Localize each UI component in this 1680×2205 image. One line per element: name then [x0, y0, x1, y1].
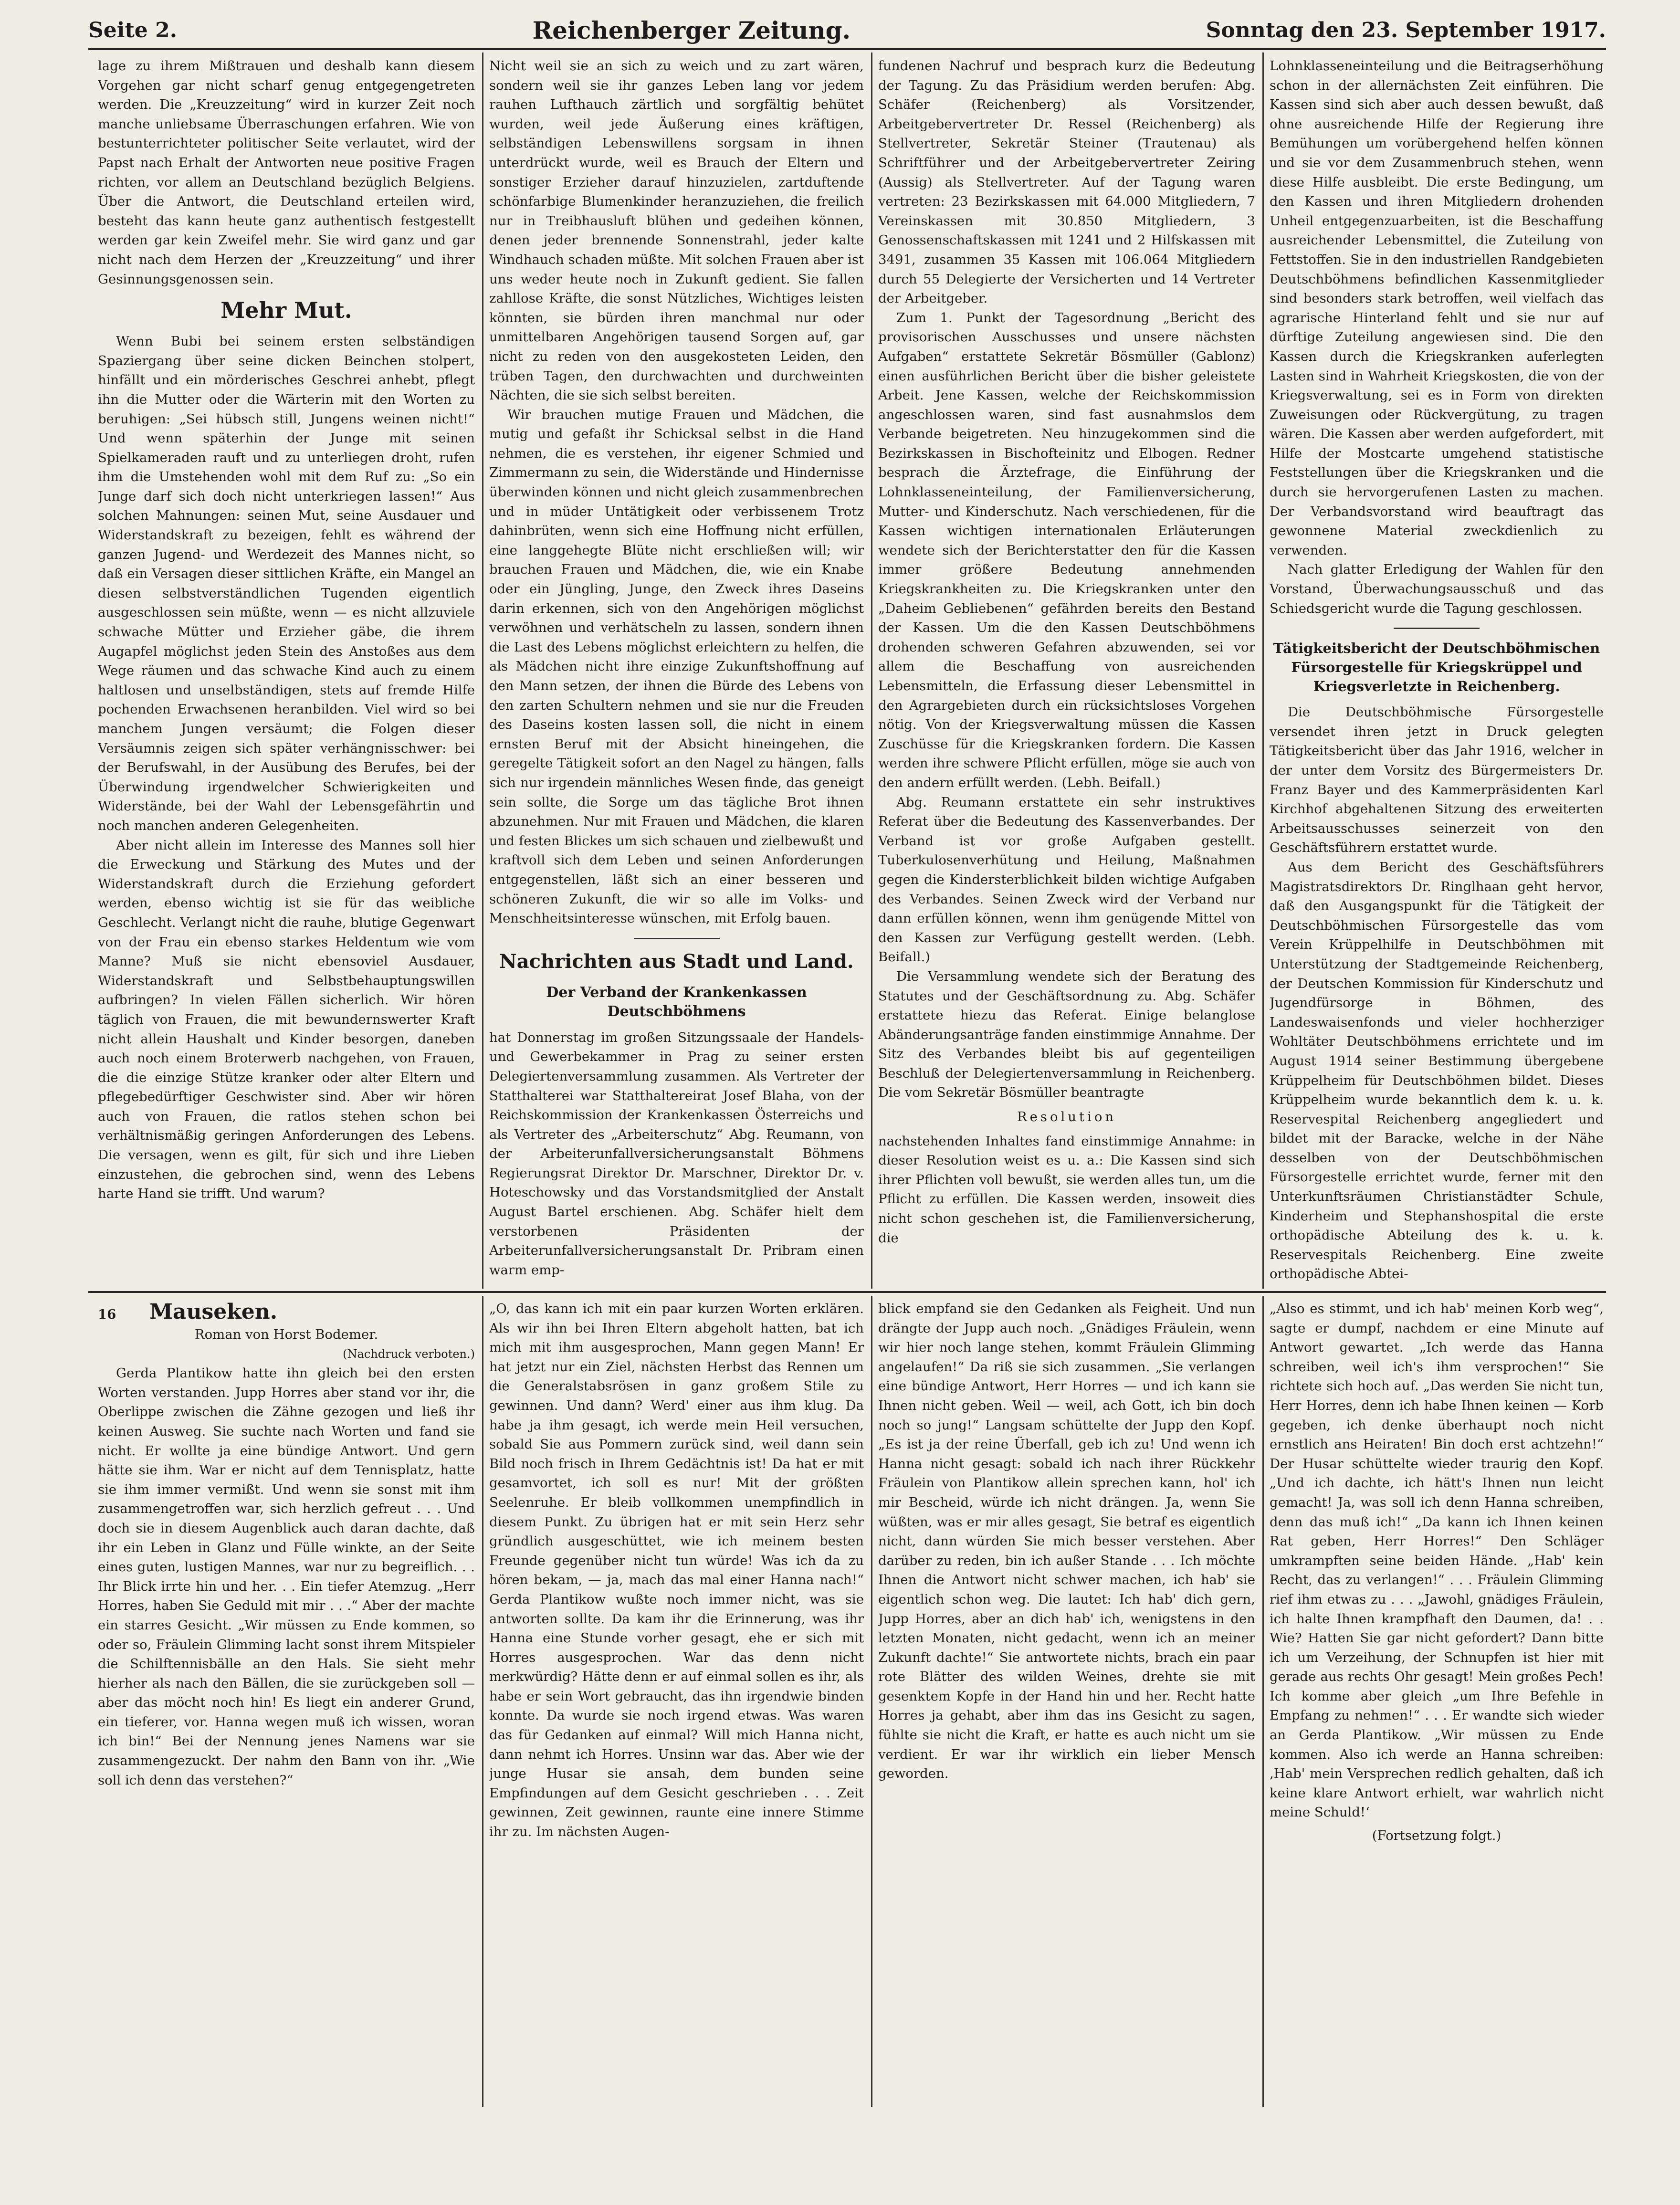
newspaper-title: Reichenberger Zeitung.	[532, 16, 851, 44]
column-2	[489, 56, 864, 1288]
reprint-notice: (Nachdruck verboten.)	[343, 1347, 475, 1361]
novel-header	[98, 1299, 475, 1325]
article-paragraph: Nach glatter Erledigung der Wahlen für den Vorstand, Überwachungsausschuß und das Schiedsgericht wurde die Tagung geschlossen.	[1270, 562, 1604, 616]
column-divider	[871, 52, 872, 1289]
novel-text: blick empfand sie den Gedanken als Feigheit. Und nun drängte der Jupp auch noch. „Gnädiges Fräulein, wenn wir hier noch lange stehen, kommt Fräulein Glimming angelaufen!“ Da riß sie sich zusammen. „Sie verlangen eine bündige Antwort, Herr Horres — und ich kann sie Ihnen nicht geben. Weil — weil, ach Gott, ich bin doch noch so jung!“ Langsam schüttelte der Jupp den Kopf. „Es ist ja der reine Überfall, geb ich zu! Und wenn ich Hanna nicht gesagt: sobald ich nach ihrer Rückkehr Fräulein von Plantikow allein sprechen kann, hol' ich mir Bescheid, würde ich nicht drängen. Ja, wenn Sie wüßten, was er mir alles gesagt, Sie betraf es eigentlich nicht, dann würden Sie mich besser verstehen. Aber darüber zu reden, bin ich außer Stande . . . Ich möchte Ihnen die Antwort nicht schwer machen, ich hab' sie eigentlich schon weg. Die lautet: Ich hab' dich gern, Jupp Horres, aber an dich hab' ich, wenigstens in den letzten Monaten, nicht gedacht, wenn ich an meiner Zukunft dachte!“ Sie antwortete nichts, brach ein paar rote Blätter des wilden Weines, drehte sie mit gesenktem Kopfe in der Hand hin und her. Recht hatte Horres ja gehabt, aber ihm das ins Gesicht zu sagen, fühlte sie nicht die Kraft, er hatte es auch nicht um sie verdient. Er war ihr wirklich ein lieber Mensch geworden.	[878, 1301, 1255, 1782]
headline-krankenkassen: Der Verband der Krankenkassen Deutschböhmens	[546, 984, 807, 1020]
column-3	[878, 56, 1255, 1288]
article-paragraph: Wenn Bubi bei seinem ersten selbständigen Spaziergang über seine dicken Beinchen stolpert, hinfällt und ein mörderisches Geschrei anhebt, pflegt ihn die Mutter oder die Wärterin mit den Worten zu beruhigen: „Sei hübsch still, Jungens weinen nicht!“ Und wenn späterhin der Junge mit seinen Spielkameraden rauft und zu unterliegen droht, rufen ihm die Umstehenden wohl mit dem Ruf zu: „So ein Junge darf sich doch nicht unterkriegen lassen!“ Aus solchen Mahnungen: seinen Mut, seine Ausdauer und Widerstandskraft zu bezeigen, fehlt es während der ganzen Jugend- und Werdezeit des Mannes nicht, so daß ein Versagen dieser sittlichen Kräfte, ein Mangel an diesen selbstverständlichen Tugenden eigentlich ausgeschlossen sein müßte, wenn — es nicht allzuviele schwache Mütter und Erzieher gäbe, die ihrem Augapfel möglichst jeden Stein des Anstoßes aus dem Wege räumen und das schwache Kind auch zu einem haltlosen und unselbständigen, stets auf fremde Hilfe pochenden Erwachsenen heranbilden. Viel wird so bei manchem Jungen versäumt; die Folgen dieser Versäumnis zeigen sich später verhängnisschwer: bei der Berufswahl, in der Ausübung des Berufes, bei der Überwindung irgendwelcher Schwierigkeiten und Widerstände, bei der Wahl der Lebensgefährtin und noch manchen anderen Gelegenheiten.	[98, 334, 475, 833]
novel-column-4	[1270, 1299, 1604, 2106]
masthead-rule	[88, 48, 1606, 50]
column-1	[98, 56, 475, 1288]
article-paragraph: Wir brauchen mutige Frauen und Mädchen, die mutig und gefaßt ihr Schicksal selbst in die Hand nehmen, die es verstehen, ihr eigener Schmied und Zimmermann zu sein, die Widerstände und Hindernisse überwinden können und nicht gleich zusammenbrechen und in müder Untätigkeit oder verbissenem Trotz dahinbrüten, wenn sich eine Hoffnung nicht erfüllen, eine langgehegte Blüte nicht erschließen will; wir brauchen Frauen und Mädchen, die, wie ein Knabe oder ein Jüngling, Junge, den Zweck ihres Daseins darin erkennen, sich von den Angehörigen möglichst verwöhnen und verhätscheln zu lassen, sondern ihnen die Last des Lebens möglichst erleichtern zu helfen, die als Mädchen nicht ihre einzige Zukunftshoffnung auf den Mann setzen, der ihnen die Bürde des Lebens von den zarten Schultern nehmen und sie nur die Freuden des Daseins kosten lassen soll, die nicht in einem ernsten Beruf mit der Absicht hineingehen, die geregelte Tätigkeit sofort an den Nagel zu hängen, falls sich nur irgendein männliches Wesen finde, das geneigt sein sollte, die Sorge um das tägliche Brot ihnen abzunehmen. Nur mit Frauen und Mädchen, die klaren und festen Blickes um sich schauen und zielbewußt und kraftvoll sich dem Leben und seinen Anforderungen entgegenstellen, läßt sich an einer besseren und schöneren Zukunft, die wir so alle im Volks- und Menschheitsinteresse wünschen, mit Erfolg bauen.	[489, 407, 864, 926]
article-paragraph: Abg. Reumann erstattete ein sehr instruktives Referat über die Bedeutung des Kassenverbandes. Der Verband ist vor große Aufgaben gestellt. Tuberkulosenverhütung und Heilung, Maßnahmen gegen die Kindersterblichkeit bilden wichtige Aufgaben des Verbandes. Seinen Zweck wird der Verband nur dann erfüllen können, wenn ihm genügende Mittel von den Kassen zur Verfügung gestellt werden. (Lebh. Beifall.)	[878, 794, 1255, 965]
article-continuation: Nicht weil sie an sich zu weich und zu zart wären, sondern weil sie ihr ganzes Leben lang vor jedem rauhen Lufthauch zärtlich und sorgfältig behütet wurden, weil jede Äußerung eines kräftigen, selbständigen Lebenswillens sorgsam in ihnen unterdrückt wurde, weil es Brauch der Eltern und sonstiger Erzieher darauf hinzuzielen, zartduftende schönfarbige Blumenkinder heranzuziehen, die freilich nur in Treibhausluft blühen und gedeihen können, denen jeder brennende Sonnenstrahl, jeder kalte Windhauch schaden müßte. Mit solchen Frauen aber ist uns weder heute noch in Zukunft gedient. Sie fallen zahllose Kräfte, die sonst Nützliches, Wichtiges leisten könnten, sie bürden ihren manchmal nur oder unmittelbaren Angehörigen tausend Sorgen auf, gar nicht zu reden von den ausgekosteten Leiden, den trüben Tagen, den durchwachten und durchweinten Nächten, die sie sich selbst bereiten.	[489, 58, 864, 403]
novel-text: „O, das kann ich mit ein paar kurzen Worten erklären. Als wir ihn bei Ihren Eltern abgeholt hatten, bat ich mich mit ihm ausgesprochen, Mann gegen Mann! Er hat jetzt nur ein Ziel, nächsten Herbst das Rennen um die Generalstabsrösen in ganz großem Stile zu gewinnen. Und dann? Werd' einer aus ihm klug. Da habe ja ihm gesagt, ich werde mein Heil versuchen, sobald Sie aus Pommern zurück sind, weil dann sein Bild noch frisch in Ihrem Gedächtnis ist! Da hat er mit gesamvortet, ich soll es nur! Mit der größten Seelenruhe. Er bleib vollkommen unempfindlich in diesem Punkt. Zu übrigen hat er mit sein Herz sehr gründlich ausgeschüttet, wie ich meinem besten Freunde gegenüber nicht tun würde! Was ich da zu hören bekam, — ja, mach das mal einer Hanna nach!“ Gerda Plantikow wußte noch immer nicht, was sie antworten sollte. Da kam ihr die Erinnerung, was ihr Hanna eine Stunde vorher gesagt, ehe er sich mit Horres ausgesprochen. War das denn nicht merkwürdig? Hätte denn er auf einmal sollen es ihr, als habe er sein Wort gebraucht, das ihn irgendwie binden konnte. Da wurde sie noch irgend etwas. Was waren das für Gedanken auf einmal? Will mich Hanna nicht, dann nehmt ich Horres. Unsinn war das. Aber wie der junge Husar sie ansah, dem bunden seine Empfindungen auf dem Gesicht geschrieben . . . Zeit gewinnen, Zeit gewinnen, raunte eine innere Stimme ihr zu. Im nächsten Augen-	[489, 1301, 864, 1840]
novel-text: Gerda Plantikow hatte ihn gleich bei den ersten Worten verstanden. Jupp Horres aber stand vor ihr, die Oberlippe zwischen die Zähne gezogen und ließ ihr keinen Ausweg. Sie suchte nach Worten und fand sie nicht. Er wollte ja eine bündige Antwort. Und gern hätte sie ihm. War er nicht auf dem Tennisplatz, hatte sie ihm immer vermißt. Und wenn sie sonst mit ihm zusammengetroffen war, sich herzlich gefreut . . . Und doch sie in diesem Augenblick auch daran dachte, daß ihr ein Leben in Glanz und Fülle winkte, an der Seite eines guten, lustigen Mannes, war nur zu begreiflich. . . Ihr Blick irrte hin und her. . . Ein tiefer Atemzug. „Herr Horres, haben Sie Geduld mit mir . . .“ Aber der machte ein starres Gesicht. „Wir müssen zu Ende kommen, so oder so, Fräulein Glimming lacht sonst ihrem Mitspieler die Schilftennisbälle an den Hals. Sie sieht mehr hierher als nach den Bällen, die sie zurückgeben soll — aber das möcht noch hin! Es liegt ein anderer Grund, ein tieferer, vor. Hanna wegen muß ich wissen, woran ich bin!“ Bei der Nennung jenes Namens war sie zusammengezuckt. Der nahm den Bann von ihr. „Wie soll ich denn das verstehen?“	[98, 1365, 475, 1788]
headline-mehr-mut: Mehr Mut.	[220, 297, 352, 324]
novel-column-1	[98, 1299, 475, 2106]
article-paragraph: Die Deutschböhmische Fürsorgestelle versendet ihren jetzt in Druck gelegten Tätigkeitsbericht über das Jahr 1916, welcher in der unter dem Vorsitz des Bürgermeisters Dr. Franz Bayer und des Kammerpräsidenten Karl Kirchhof abgehaltenen Sitzung des erweiterten Arbeitsausschusses seinerzeit von den Geschäftsführern erstattet wurde.	[1270, 704, 1604, 856]
article-continuation: lage zu ihrem Mißtrauen und deshalb kann diesem Vorgehen gar nicht scharf genug entgegengetreten werden. Die „Kreuzzeitung“ wird in kurzer Zeit noch manche unliebsame Überraschungen erfahren. Wie von bestunterrichteter politischer Seite verlautet, wird der Papst nach Erhalt der Antworten neue positive Fragen richten, vor allem an Deutschland bezüglich Belgiens. Über die Antwort, die Deutschland erteilen wird, besteht das kann heute ganz authentisch festgestellt werden gar kein Zweifel mehr. Sie wird ganz und gar nicht nach dem Herzen der „Kreuzzeitung“ und ihrer Gesinnungsgenossen sein.	[98, 58, 475, 287]
novel-column-3	[878, 1299, 1255, 2106]
article-paragraph: Aus dem Bericht des Geschäftsführers Magistratsdirektors Dr. Ringlhaan geht hervor, daß den Ausgangspunkt für die Tätigkeit der Deutschböhmischen Fürsorgestelle das vom Verein Krüppelhilfe in Deutschböhmen mit Unterstützung der Stadtgemeinde Reichenberg, der Deutschen Kommission für Kinderschutz und Jugendfürsorge in Böhmen, des Landeswaisenfonds und vieler hochherziger Wohltäter Deutschböhmens errichtete und im August 1914 seiner Bestimmung übergebene Krüppelheim für Deutschböhmen bildet. Dieses Krüppelheim wurde bekanntlich dem k. u. k. Reservespital Reichenberg angegliedert und bildet mit der Baracke, welche in der Nähe desselben von der Deutschböhmischen Fürsorgestelle errichtet wurde, ferner mit den Unterkunftsräumen Christianstädter Schule, Kinderheim und Stephanshospital die erste orthopädische Abteilung des k. u. k. Reservespitals Reichenberg. Eine zweite orthopädische Abtei-	[1270, 859, 1604, 1282]
column-divider	[1262, 52, 1264, 1289]
feuilleton-rule	[88, 1291, 1606, 1293]
section-separator	[1394, 628, 1480, 629]
article-paragraph: hat Donnerstag im großen Sitzungssaale der Handels- und Gewerbekammer in Prag zu seiner ersten Delegiertenversammlung zusammen. Als Vertreter der Statthalterei war Statthaltereirat Josef Blaha, von der Reichskommission der Krankenkassen Österreichs und als Vertreter des „Arbeiterschutz“ Abg. Reumann, von der Arbeiterunfallversicherungsanstalt Böhmens Regierungsrat Direktor Dr. Marschner, Direktor Dr. v. Hoteschowsky und das Vorstandsmitglied der Anstalt August Bartel erschienen. Abg. Schäfer hielt dem verstorbenen Präsidenten der Arbeiterunfallversicherungsanstalt Dr. Pribram einen warm emp-	[489, 1029, 864, 1278]
article-continuation: Lohnklasseneinteilung und die Beitragserhöhung schon in der allernächsten Zeit einführen. Die Kassen sind sich aber auch dessen bewußt, daß ohne ausreichende Hilfe der Regierung ihre Bemühungen um vorübergehend helfen können und sie vor dem Zusammenbruch stehen, wenn diese Hilfe ausbleibt. Die erste Bedingung, um den Kassen und ihren Mitgliedern drohenden Unheil entgegenzuarbeiten, ist die Beschaffung ausreichender Lebensmittel, die Zuteilung von Fettstoffen. Sie in den industriellen Randgebieten Deutschböhmens befindlichen Kassenmitglieder sind besonders stark betroffen, weil vielfach das agrarische Hinterland fehlt und sie nur auf dürftige Zuteilung angewiesen sind. Die den Kassen durch die Kriegskranken auferlegten Lasten sind in Wahrheit Kriegskosten, die von der Kriegsverwaltung, sei es in Form von direkten Zuweisungen oder Rückvergütung, zu tragen wären. Die Kassen aber werden aufgefordert, mit Hilfe der Mostcarte umgehend statistische Feststellungen über die Kriegskranken und die durch sie hervorgerufenen Lasten zu machen. Der Verbandsvorstand wird beauftragt das gewonnene Material zweckdienlich zu verwenden.	[1270, 58, 1604, 558]
column-divider	[482, 1296, 483, 2107]
column-divider	[1262, 1296, 1264, 2107]
continuation-note: (Fortsetzung folgt.)	[1372, 1828, 1502, 1844]
article-paragraph: Die Versammlung wendete sich der Beratung des Statutes und der Geschäftsordnung zu. Abg. Schäfer erstattete hiezu das Referat. Einige belanglose Abänderungsanträge fanden einstimmige Annahme. Der Sitz des Verbandes bleibt bis auf gegenteiligen Beschluß der Delegiertenversammlung in Reichenberg. Die vom Sekretär Bösmüller beantragte	[878, 968, 1255, 1101]
novel-text: „Also es stimmt, und ich hab' meinen Korb weg“, sagte er dumpf, nachdem er eine Minute auf Antwort gewartet. „Ich werde das Hanna schreiben, weil ich's ihm versprochen!“ Sie richtete sich hoch auf. „Das werden Sie nicht tun, Herr Horres, denn ich habe Ihnen keinen — Korb gegeben, ich denke überhaupt noch nicht ernstlich ans Heiraten! Bin doch erst achtzehn!“ Der Husar schüttelte wieder traurig den Kopf. „Und ich dachte, ich hätt's Ihnen nun leicht gemacht! Ja, was soll ich denn Hanna schreiben, denn das muß ich!“ „Da kann ich Ihnen keinen Rat geben, Herr Horres!“ Den Schläger umkrampften seine beiden Hände. „Hab' kein Recht, das zu verlangen!“ . . . Fräulein Glimming rief ihm etwas zu . . . „Jawohl, gnädiges Fräulein, ich halte Ihnen krampfhaft den Daumen, da! . . Wie? Hatten Sie gar nicht gefordert? Dann bitte ich um Verzeihung, der Schnupfen ist hier mit gerade aus rechts Ohr gesagt! Mein großes Pech! Ich komme aber gleich „um Ihre Befehle in Empfang zu nehmen!“ . . . Er wandte sich wieder an Gerda Plantikow. „Wir müssen zu Ende kommen. Also ich werde an Hanna schreiben: ,Hab' mein Versprechen redlich gehalten, daß ich keine klare Antwort erhielt, war wahrlich nicht meine Schuld!‘	[1270, 1301, 1604, 1820]
novel-title: Mauseken.	[149, 1300, 278, 1324]
feuilleton-number: 16	[98, 1307, 116, 1322]
page-number: Seite 2.	[88, 18, 178, 42]
column-divider	[482, 52, 483, 1289]
column-4	[1270, 56, 1604, 1288]
headline-taetigkeitsbericht: Tätigkeitsbericht der Deutschböhmischen Fürsorgestelle für Kriegskrüppel und Kriegsverletzte in Reichenberg.	[1273, 640, 1600, 695]
section-separator	[634, 938, 720, 939]
headline-nachrichten: Nachrichten aus Stadt und Land.	[499, 950, 854, 973]
novel-author: Roman von Horst Bodemer.	[194, 1327, 378, 1342]
article-paragraph: nachstehenden Inhaltes fand einstimmige Annahme: in dieser Resolution weist es u. a.: Die Kassen sind sich ihrer Pflichten voll bewußt, sie werden alles tun, um die Pflicht zu erfüllen. Die Kassen werden, insoweit dies nicht schon geschehen ist, die Familienversicherung, die	[878, 1133, 1255, 1246]
article-paragraph: Zum 1. Punkt der Tagesordnung „Bericht des provisorischen Ausschusses und unsere nächsten Aufgaben“ erstattete Sekretär Bösmüller (Gablonz) einen ausführlichen Bericht über die bisher geleistete Arbeit. Jene Kassen, welche der Reichskommission angeschlossen waren, sind fast ausnahmslos dem Verbande beigetreten. Neu hinzugekommen sind die Bezirkskassen in Bischofteinitz und Elbogen. Redner besprach die Ärztefrage, die Einführung der Lohnklasseneinteilung, der Familienversicherung, Mutter- und Kinderschutz. Nach verschiedenen, für die Kassen wichtigen internationalen Erläuterungen wendete sich der Berichterstatter den für die Kassen immer größere Bedeutung annehmenden Kriegskrankheiten zu. Die Kriegskranken unter den „Daheim Gebliebenen“ gefährden bereits den Bestand der Kassen. Um die den Kassen Deutschböhmens drohenden schweren Gefahren abzuwenden, sei vor allem die Beschaffung von ausreichenden Lebensmitteln, die Erfassung dieser Lebensmittel in den Agrargebieten durch ein rücksichtsloses Vorgehen nötig. Von der Kriegsverwaltung müssen die Kassen Zuschüsse für die Kriegskranken fordern. Die Kassen werden ihre schwere Pflicht erfüllen, möge sie auch von den andern erfüllt werden. (Lebh. Beifall.)	[878, 310, 1255, 790]
article-paragraph: Aber nicht allein im Interesse des Mannes soll hier die Erweckung und Stärkung des Mutes und der Widerstandskraft durch die Erziehung gefordert werden, ebenso wichtig ist sie für das weibliche Geschlecht. Verlangt nicht die rauhe, blutige Gegenwart von der Frau ein ebenso starkes Heldentum wie vom Manne? Muß sie nicht ebensoviel Ausdauer, Widerstandskraft und Selbstbehauptungswillen aufbringen? In vielen Fällen sicherlich. Wir hören täglich von Frauen, die mit bewundernswerter Kraft nicht allein Haushalt und Kinder besorgen, daneben auch noch einem Broterwerb nachgehen, von Frauen, die die einzige Stütze kranker oder alter Eltern und pflegebedürftiger Geschwister sind. Aber wir hören auch von Frauen, die ratlos stehen schon bei verhältnismäßig geringen Anforderungen des Lebens. Die versagen, wenn es gilt, für sich und ihre Lieben einzustehen, die gebrochen sind, wenn des Lebens harte Hand sie trifft. Und warum?	[98, 837, 475, 1202]
article-continuation: fundenen Nachruf und besprach kurz die Bedeutung der Tagung. Zu das Präsidium werden berufen: Abg. Schäfer (Reichenberg) als Vorsitzender, Arbeitgebervertreter Dr. Ressel (Reichenberg) als Stellvertreter, Sekretär Steiner (Trautenau) als Schriftführer und der Arbeitgebervertreter Zeiring (Aussig) als Stellvertreter. Auf der Tagung waren vertreten: 23 Bezirkskassen mit 64.000 Mitgliedern, 7 Vereinskassen mit 30.850 Mitgliedern, 3 Genossenschaftskassen mit 1241 und 2 Hilfskassen mit 3491, zusammen 35 Kassen mit 106.064 Mitgliedern durch 55 Delegierte der Versicherten und 14 Vertreter der Arbeitgeber.	[878, 58, 1255, 306]
resolution-heading: Resolution	[1017, 1109, 1117, 1125]
column-divider	[871, 1296, 872, 2107]
issue-date: Sonntag den 23. September 1917.	[1206, 18, 1606, 42]
masthead	[88, 13, 1606, 47]
novel-column-2	[489, 1299, 864, 2106]
